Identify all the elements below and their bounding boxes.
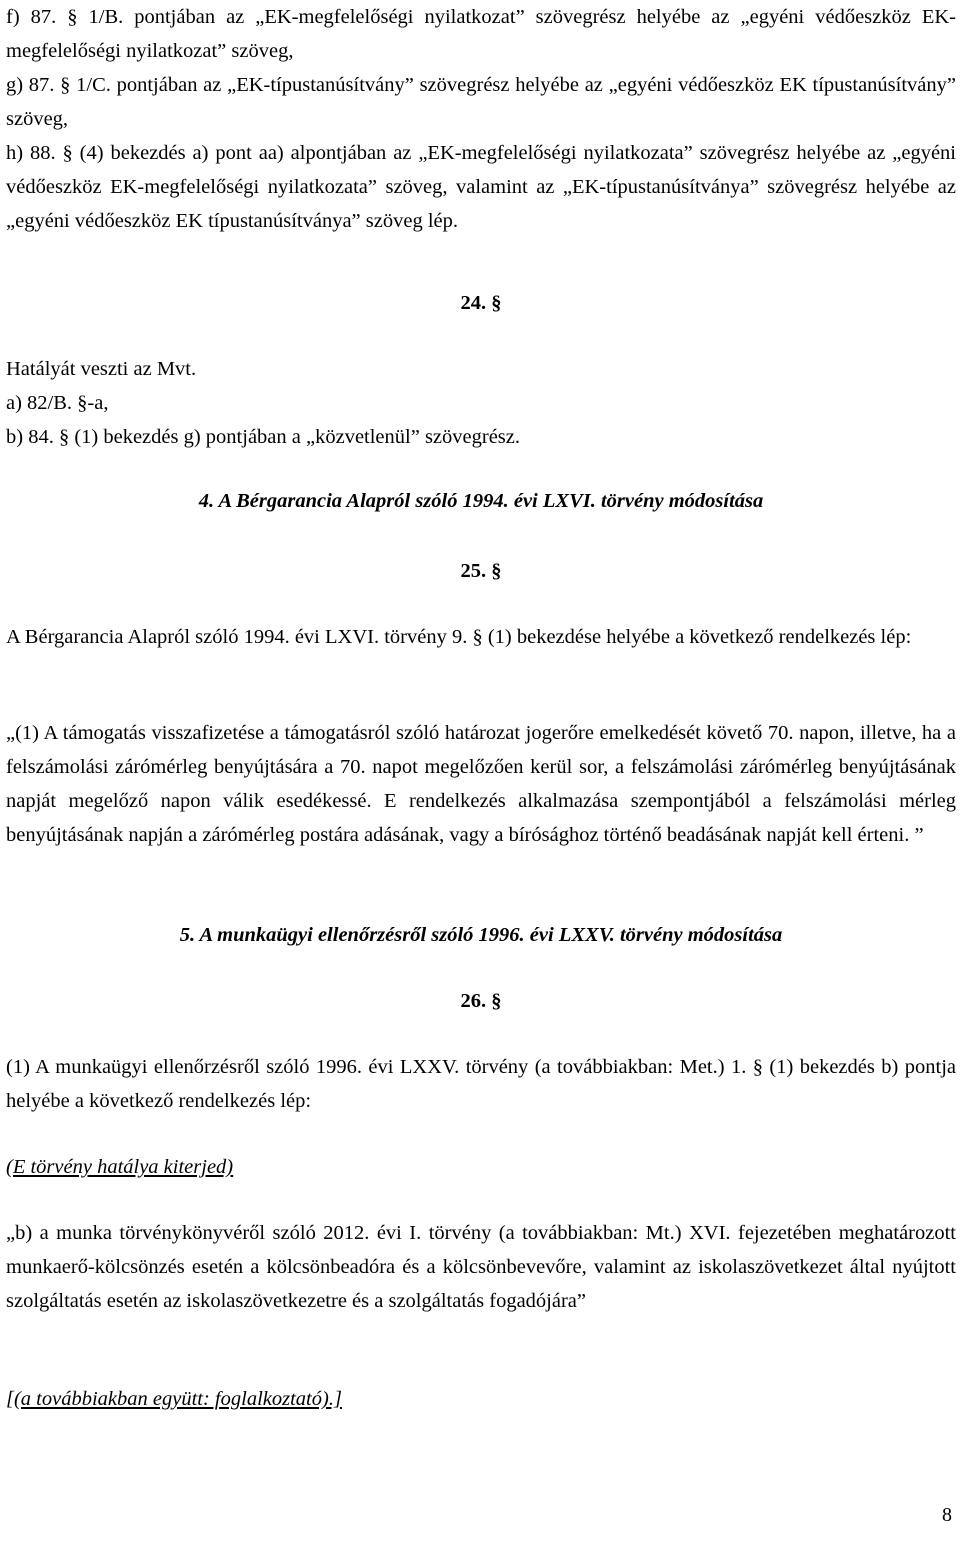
repeal-intro: Hatályát veszti az Mvt. <box>6 358 197 380</box>
paragraph-scope-b: „b) a munka törvénykönyvéről szóló 2012. évi I. törvény (a továbbiakban: Mt.) XVI. fejezetében meghatározott munkaerő-kölcsönzés esetén a kölcsönbeadóra és a kölcsönbevevőre, valamint az iskolaszövetkezet által nyújtott szolgáltatás esetén az iskolaszövetkezetre és a szolgáltatás fogadójára” <box>6 1222 956 1312</box>
paragraph-f: f) 87. § 1/B. pontjában az „EK-megfelelőségi nyilatkozat” szövegrész helyébe az „egyéni védőeszköz EK-megfelelőségi nyilatkozat” szöveg, <box>6 6 956 62</box>
paragraph-met-amendment: (1) A munkaügyi ellenőrzésről szóló 1996. évi LXXV. törvény (a továbbiakban: Met.) 1. § (1) bekezdés b) pontja helyébe a következő rendelkezés lép: <box>6 1056 956 1112</box>
paragraph-h: h) 88. § (4) bekezdés a) pont aa) alpontjában az „EK-megfelelőségi nyilatkozata” szövegrész helyébe az „egyéni védőeszköz EK-megfelelőségi nyilatkozata” szöveg, valamint az „EK-típustanúsítványa” szövegrész helyébe az „egyéni védőeszköz EK típustanúsítványa” szöveg lép. <box>6 142 956 232</box>
chapter-5-heading: 5. A munkaügyi ellenőrzésről szóló 1996. évi LXXV. törvény módosítása <box>179 924 783 946</box>
chapter-4-heading: 4. A Bérgarancia Alapról szóló 1994. évi LXVI. törvény módosítása <box>198 490 764 512</box>
paragraph-quoted-provision: „(1) A támogatás visszafizetése a támogatásról szóló határozat jogerőre emelkedését követő 70. napon, illetve, ha a felszámolási zárómérleg benyújtására a 70. napot megelőzően kerül sor, a felszámolási zárómérleg benyújtásának napját megelőző napon válik esedékessé. E rendelkezés alkalmazása szempontjából a felszámolási mérleg benyújtásának napján a zárómérleg postára adásának, vagy a bírósághoz történő beadásának napját kell érteni. ” <box>6 722 956 846</box>
section-26-heading: 26. § <box>460 990 502 1012</box>
scope-closing: [(a továbbiakban együtt: foglalkoztató).] <box>6 1388 342 1410</box>
page-number: 8 <box>942 1504 952 1526</box>
section-25-heading: 25. § <box>460 560 502 582</box>
repeal-item-a: a) 82/B. §-a, <box>6 392 109 414</box>
scope-heading: (E törvény hatálya kiterjed) <box>6 1156 234 1178</box>
section-24-heading: 24. § <box>460 292 502 314</box>
paragraph-g: g) 87. § 1/C. pontjában az „EK-típustanúsítvány” szövegrész helyébe az „egyéni védőeszköz EK típustanúsítvány” szöveg, <box>6 74 956 130</box>
repeal-item-b: b) 84. § (1) bekezdés g) pontjában a „közvetlenül” szövegrész. <box>6 426 521 448</box>
paragraph-bergarancia: A Bérgarancia Alapról szóló 1994. évi LXVI. törvény 9. § (1) bekezdése helyébe a következő rendelkezés lép: <box>6 626 912 648</box>
